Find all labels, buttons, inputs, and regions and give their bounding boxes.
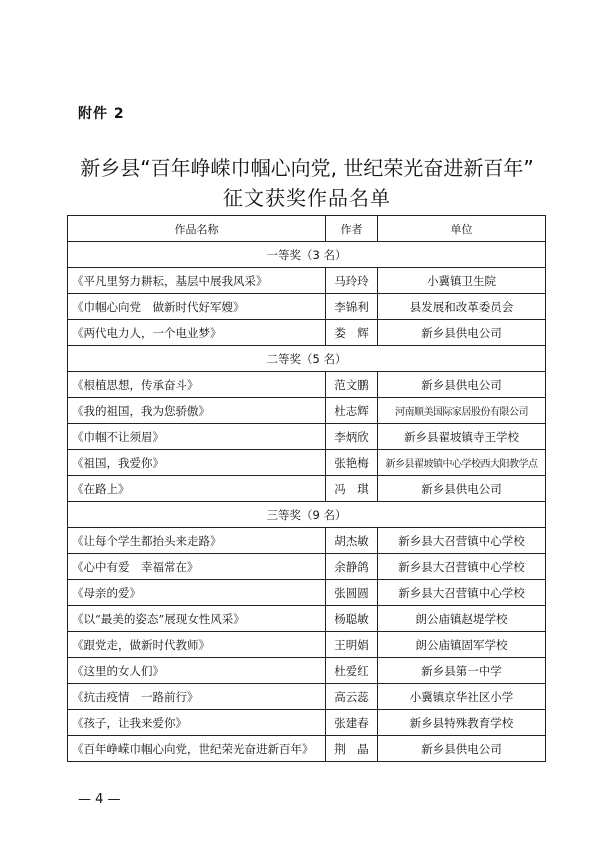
author-cell: 张建春 [326, 710, 378, 736]
unit-cell: 小冀镇京华社区小学 [378, 684, 546, 710]
unit-cell: 朗公庙镇固军学校 [378, 632, 546, 658]
table-row [68, 684, 546, 710]
author-cell: 高云蕊 [326, 684, 378, 710]
table-row [68, 580, 546, 606]
table-row [68, 710, 546, 736]
table-row [68, 554, 546, 580]
unit-cell: 新乡县供电公司 [378, 320, 546, 346]
unit-cell: 新乡县供电公司 [378, 476, 546, 502]
author-cell: 李锦利 [326, 294, 378, 320]
unit-cell: 新乡县供电公司 [378, 736, 546, 762]
unit-cell: 新乡县特殊教育学校 [378, 710, 546, 736]
table-row [68, 398, 546, 424]
section-label: 一等奖（3 名） [68, 242, 546, 268]
author-cell: 冯 琪 [326, 476, 378, 502]
header-work-title: 作品名称 [68, 216, 326, 242]
unit-cell: 新乡县第一中学 [378, 658, 546, 684]
document-title-line2: 征文获奖作品名单 [223, 186, 391, 210]
work-title-cell: 《抗击疫情 一路前行》 [68, 684, 326, 710]
work-title-cell: 《根植思想，传承奋斗》 [68, 372, 326, 398]
author-cell: 杜爱红 [326, 658, 378, 684]
table-row [68, 476, 546, 502]
table-row [68, 450, 546, 476]
unit-cell: 新乡县供电公司 [378, 372, 546, 398]
table-row [68, 736, 546, 762]
table-row [68, 372, 546, 398]
work-title-cell: 《两代电力人，一个电业梦》 [68, 320, 326, 346]
work-title-cell: 《平凡里努力耕耘，基层中展我风采》 [68, 268, 326, 294]
attachment-label: 附件 2 [78, 106, 125, 122]
work-title-cell: 《在路上》 [68, 476, 326, 502]
unit-cell: 朗公庙镇赵堤学校 [378, 606, 546, 632]
author-cell: 余静鸽 [326, 554, 378, 580]
author-cell: 李炳欣 [326, 424, 378, 450]
table-row [68, 320, 546, 346]
table-row [68, 528, 546, 554]
work-title-cell: 《百年峥嵘巾帼心向党，世纪荣光奋进新百年》 [68, 736, 326, 762]
document-title-line1: 新乡县“百年峥嵘巾帼心向党, 世纪荣光奋进新百年” [80, 156, 534, 180]
header-unit: 单位 [378, 216, 546, 242]
page-number: — 4 — [78, 792, 121, 807]
unit-cell: 县发展和改革委员会 [378, 294, 546, 320]
author-cell: 张圆圆 [326, 580, 378, 606]
work-title-cell: 《让每个学生都抬头来走路》 [68, 528, 326, 554]
work-title-cell: 《母亲的爱》 [68, 580, 326, 606]
work-title-cell: 《以“最美的姿态”展现女性风采》 [68, 606, 326, 632]
table-row [68, 424, 546, 450]
table-row [68, 606, 546, 632]
work-title-cell: 《孩子，让我来爱你》 [68, 710, 326, 736]
section-label: 二等奖（5 名） [68, 346, 546, 372]
section-label: 三等奖（9 名） [68, 502, 546, 528]
work-title-cell: 《巾帼心向党 做新时代好军嫂》 [68, 294, 326, 320]
award-list-table [67, 215, 546, 762]
author-cell: 娄 辉 [326, 320, 378, 346]
author-cell: 王明娟 [326, 632, 378, 658]
author-cell: 范文鹏 [326, 372, 378, 398]
work-title-cell: 《巾帼不让须眉》 [68, 424, 326, 450]
unit-cell: 小冀镇卫生院 [378, 268, 546, 294]
work-title-cell: 《这里的女人们》 [68, 658, 326, 684]
unit-cell: 新乡县翟坡镇中心学校西大阳教学点 [378, 450, 546, 476]
work-title-cell: 《祖国，我爱你》 [68, 450, 326, 476]
section-header-row [68, 502, 546, 528]
author-cell: 张艳梅 [326, 450, 378, 476]
author-cell: 胡杰敏 [326, 528, 378, 554]
table-row [68, 268, 546, 294]
section-header-row [68, 242, 546, 268]
table-header-row [68, 216, 546, 242]
author-cell: 马玲玲 [326, 268, 378, 294]
unit-cell: 新乡县大召营镇中心学校 [378, 528, 546, 554]
unit-cell: 新乡县大召营镇中心学校 [378, 580, 546, 606]
table-row [68, 632, 546, 658]
section-header-row [68, 346, 546, 372]
unit-cell: 新乡县翟坡镇寺王学校 [378, 424, 546, 450]
author-cell: 杜志辉 [326, 398, 378, 424]
work-title-cell: 《心中有爱 幸福常在》 [68, 554, 326, 580]
work-title-cell: 《我的祖国，我为您骄傲》 [68, 398, 326, 424]
unit-cell: 河南顺美国际家居股份有限公司 [378, 398, 546, 424]
table-body [68, 242, 546, 762]
author-cell: 荆 晶 [326, 736, 378, 762]
unit-cell: 新乡县大召营镇中心学校 [378, 554, 546, 580]
table-row [68, 294, 546, 320]
work-title-cell: 《跟党走，做新时代教师》 [68, 632, 326, 658]
author-cell: 杨聪敏 [326, 606, 378, 632]
header-author: 作者 [326, 216, 378, 242]
table-row [68, 658, 546, 684]
